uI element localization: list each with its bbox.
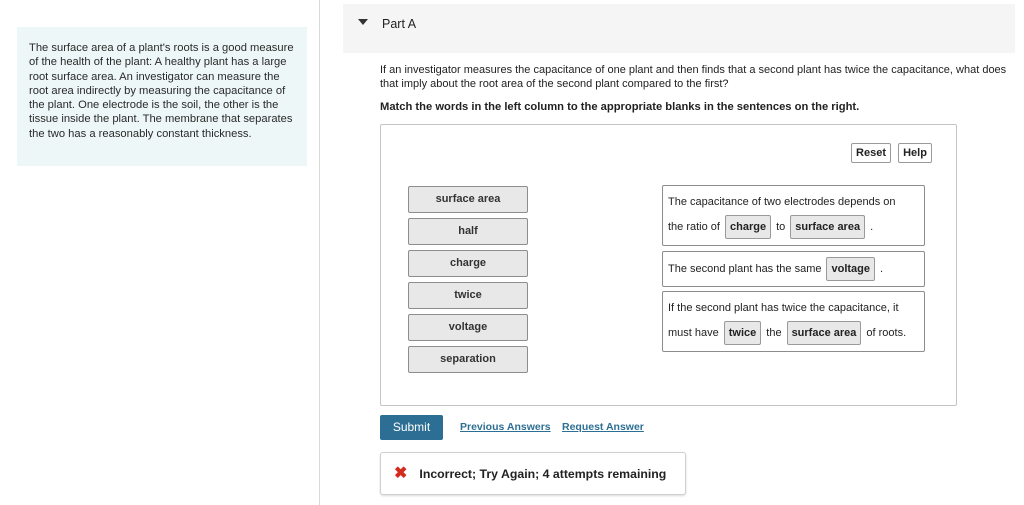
sentence-1-text-a: The capacitance of two electrodes depends on: [668, 196, 896, 208]
sentence-target-2: [662, 251, 925, 287]
sentence-3-text-a: If the second plant has twice the capacitance, it: [668, 302, 899, 314]
previous-answers-link[interactable]: Previous Answers: [460, 421, 551, 433]
submit-button[interactable]: Submit: [380, 415, 443, 440]
x-icon: ✖: [394, 464, 408, 482]
context-text: The surface area of a plant's roots is a good measure of the health of the plant: A healthy plant has a large root surface area. An investigator can measure the root area indirectly by measuring the capacitance of the plant. One electrode is the soil, the other is the tissue inside the plant. The membrane that separates the two has a reasonably constant thickness.: [29, 42, 294, 140]
part-header[interactable]: [343, 4, 1015, 53]
column-divider: [319, 0, 320, 505]
sentence-1-line-2: [668, 215, 873, 239]
context-panel: [17, 27, 307, 166]
question-text: If an investigator measures the capacitance of one plant and then finds that a second plant has twice the capacitance, what does that imply about the root area of the second plant compared to the first?: [380, 64, 1007, 90]
drop-slot-s1-1[interactable]: charge: [725, 215, 771, 239]
sentence-1-text-b: the ratio of: [668, 221, 720, 233]
sentence-2-text-a: The second plant has the same: [668, 263, 822, 275]
sentence-3-line-1: [668, 302, 899, 314]
reset-button[interactable]: Reset: [851, 143, 891, 163]
request-answer-link[interactable]: Request Answer: [562, 421, 644, 433]
feedback-text: Incorrect; Try Again; 4 attempts remaining: [419, 466, 667, 481]
word-chip-charge[interactable]: charge: [408, 250, 528, 277]
drop-slot-s1-2[interactable]: surface area: [790, 215, 865, 239]
instruction-text: Match the words in the left column to the appropriate blanks in the sentences on the right.: [380, 101, 860, 113]
sentence-target-3: [662, 291, 925, 352]
part-title: Part A: [382, 17, 417, 31]
word-chip-surface-area[interactable]: surface area: [408, 186, 528, 213]
word-chip-voltage[interactable]: voltage: [408, 314, 528, 341]
sentence-2-text-b: .: [880, 263, 884, 275]
sentence-3-text-b: must have: [668, 327, 719, 339]
drop-slot-s2-1[interactable]: voltage: [826, 257, 875, 281]
sentence-target-1: [662, 185, 925, 246]
word-chip-separation[interactable]: separation: [408, 346, 528, 373]
drop-slot-s3-1[interactable]: twice: [724, 321, 762, 345]
help-button[interactable]: Help: [898, 143, 932, 163]
word-chip-half[interactable]: half: [408, 218, 528, 245]
sentence-1-text-c: to: [776, 221, 786, 233]
drop-slot-s3-2[interactable]: surface area: [787, 321, 862, 345]
feedback-box: [380, 452, 686, 495]
sentence-3-text-c: the: [766, 327, 782, 339]
word-chip-twice[interactable]: twice: [408, 282, 528, 309]
sentence-1-line-1: [668, 196, 895, 208]
sentence-3-line-2: [668, 321, 906, 345]
sentence-1-text-d: .: [870, 221, 874, 233]
sentence-2-line-1: [668, 257, 883, 281]
sentence-3-text-d: of roots.: [866, 327, 907, 339]
caret-down-icon[interactable]: [358, 19, 368, 25]
